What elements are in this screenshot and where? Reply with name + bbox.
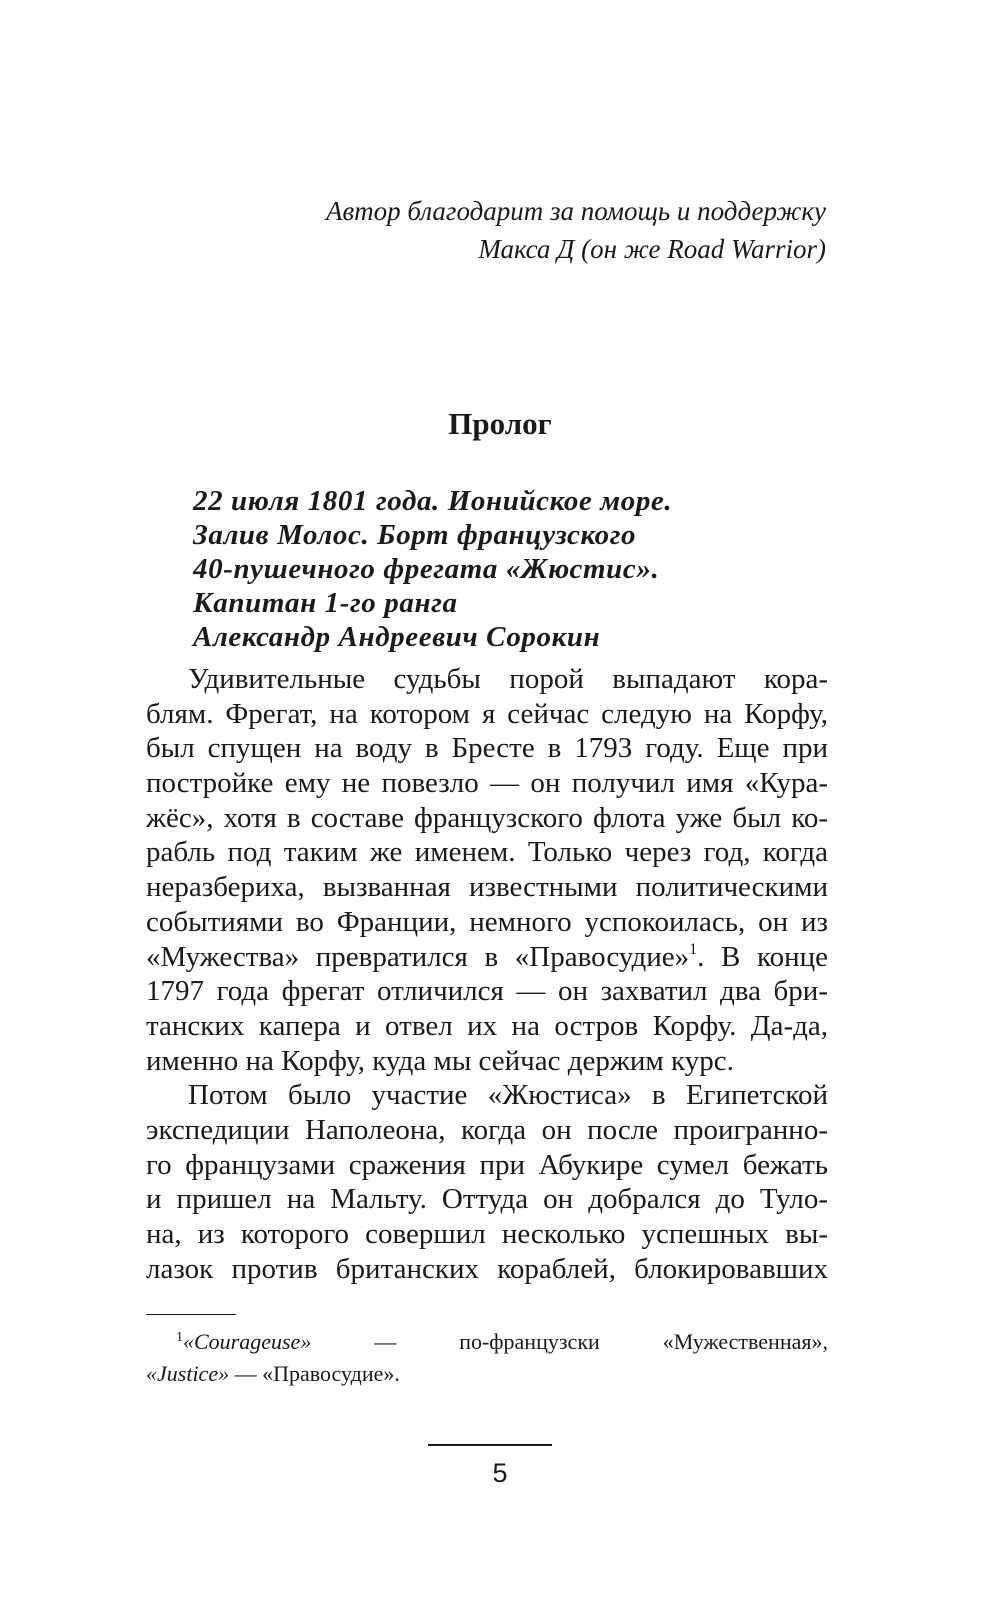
subtitle-line: Александр Андреевич Сорокин: [193, 621, 601, 653]
dedication-line: Макса Д (он же Road Warrior): [478, 234, 826, 264]
text-fragment: «Мужества» превратился в «Правосудие»: [146, 940, 690, 973]
text-line: событиями во Франции, немного успокоилась, он из: [146, 905, 828, 938]
dedication: [190, 192, 826, 268]
chapter-subtitle: [193, 484, 833, 654]
text-line: Удивительные судьбы порой выпадают кора-: [188, 663, 828, 695]
footnote-line: [146, 1326, 828, 1358]
text-line: го французами сражения при Абукире сумел бежать: [146, 1148, 828, 1181]
text-fragment: . В конце: [697, 940, 828, 973]
text-line: именно на Корфу, куда мы сейчас держим курс.: [146, 1044, 734, 1077]
text-line: 1797 года фрегат отличился — он захватил два бри-: [146, 975, 828, 1008]
subtitle-line: 40-пушечного фрегата «Жюстис».: [193, 553, 660, 585]
body-text: [146, 662, 828, 1286]
subtitle-line: 22 июля 1801 года. Ионийское море.: [193, 485, 673, 517]
text-line: [146, 940, 828, 975]
text-line: Потом было участие «Жюстиса» в Египетской: [188, 1079, 828, 1112]
footnote-marker: 1: [176, 1330, 183, 1345]
text-line: и пришел на Мальту. Оттуда он добрался до Туло-: [146, 1183, 828, 1216]
footnote-reference[interactable]: 1: [689, 940, 698, 958]
footnote-text: — «Правосудие».: [229, 1361, 400, 1386]
chapter-title: Пролог: [448, 406, 552, 441]
text-line: постройке ему не повезло — он получил имя «Кура-: [146, 767, 828, 800]
text-line: экспедиции Наполеона, когда он после проигранно-: [146, 1113, 828, 1146]
footnote-text: — по-французски «Мужественная»,: [311, 1329, 828, 1354]
footnote-divider: [146, 1314, 236, 1315]
footnote-line: [146, 1358, 828, 1390]
subtitle-line: Капитан 1-го ранга: [193, 587, 458, 619]
page-number-divider: [428, 1444, 552, 1446]
footnote-term: «Courageuse»: [183, 1329, 312, 1354]
text-line: лазок против британских кораблей, блокировавших: [146, 1252, 828, 1285]
dedication-line: Автор благодарит за помощь и поддержку: [325, 196, 826, 226]
footnote: [146, 1326, 828, 1390]
text-line: танских капера и отвел их на остров Корфу. Да-да,: [146, 1009, 828, 1042]
text-line: рабль под таким же именем. Только через год, когда: [146, 836, 828, 869]
text-line: на, из которого совершил несколько успешных вы-: [146, 1218, 828, 1250]
text-line: неразбериха, вызванная известными политическими: [146, 871, 828, 904]
page-number: 5: [492, 1458, 508, 1488]
footnote-term: «Justice»: [146, 1361, 230, 1386]
text-line: был спущен на воду в Бресте в 1793 году. Еще при: [146, 732, 828, 765]
text-line: блям. Фрегат, на котором я сейчас следую на Корфу,: [146, 697, 828, 730]
text-line: жёс», хотя в составе французского флота уже был ко-: [146, 801, 828, 834]
subtitle-line: Залив Молос. Борт французского: [193, 519, 637, 551]
